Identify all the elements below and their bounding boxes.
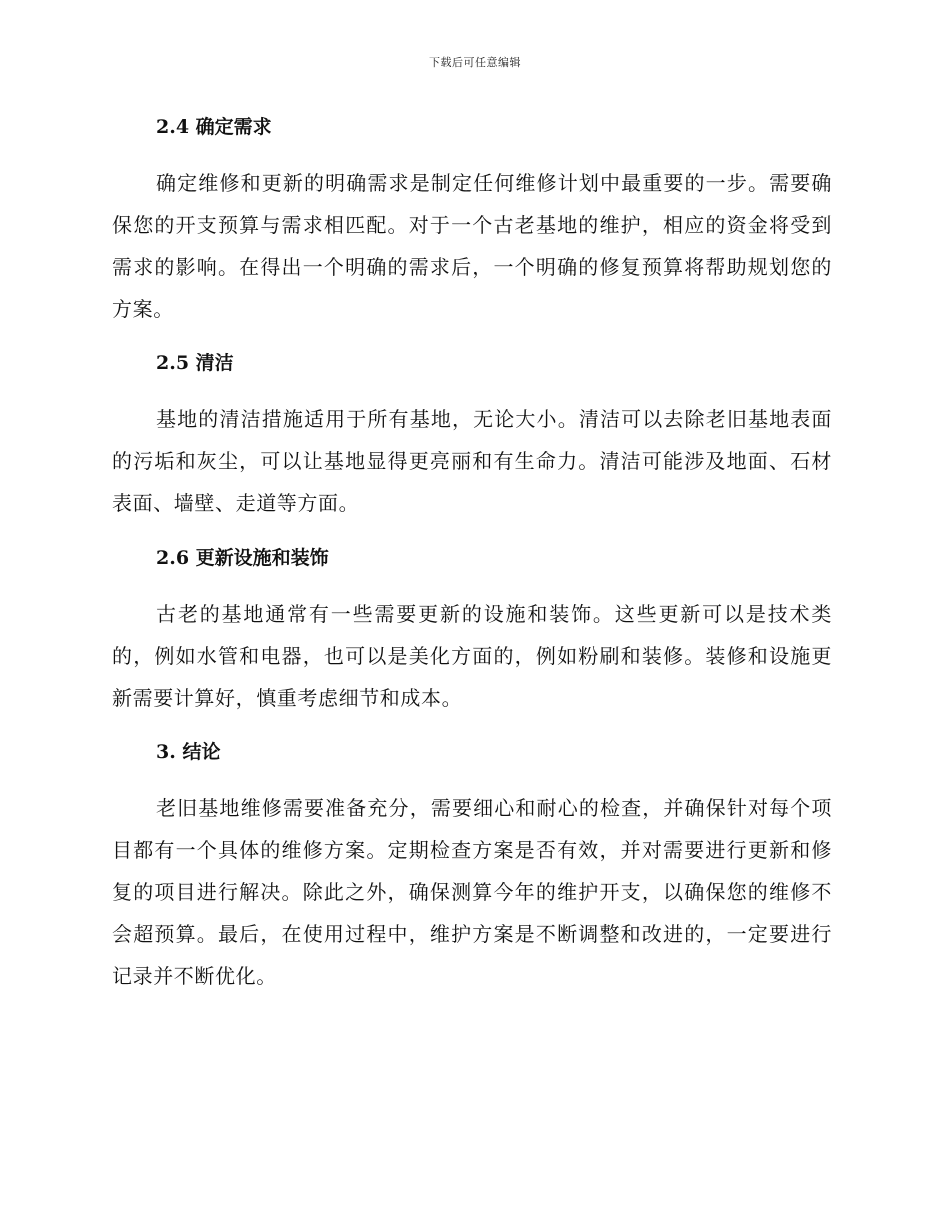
section-heading: 3. 结论 bbox=[156, 741, 221, 763]
section-heading: 2.5 清洁 bbox=[156, 352, 234, 374]
section-heading: 2.6 更新设施和装饰 bbox=[156, 547, 329, 569]
section-paragraph: 老旧基地维修需要准备充分，需要细心和耐心的检查，并确保针对每个项目都有一个具体的维修方案。定期检查方案是否有效，并对需要进行更新和修复的项目进行解决。除此之外，确保测算今年的维护开支，以确保您的维修不会超预算。最后，在使用过程中，维护方案是不断调整和改进的，一定要进行记录并不断优化。 bbox=[112, 796, 832, 988]
page-header-note: 下载后可任意编辑 bbox=[429, 56, 521, 69]
section-paragraph: 古老的基地通常有一些需要更新的设施和装饰。这些更新可以是技术类的，例如水管和电器，也可以是美化方面的，例如粉刷和装修。装修和设施更新需要计算好，慎重考虑细节和成本。 bbox=[112, 602, 832, 710]
section-3-conclusion bbox=[112, 735, 832, 997]
section-paragraph: 确定维修和更新的明确需求是制定任何维修计划中最重要的一步。需要确保您的开支预算与需求相匹配。对于一个古老基地的维护，相应的资金将受到需求的影响。在得出一个明确的需求后，一个明确的修复预算将帮助规划您的方案。 bbox=[112, 171, 832, 321]
section-heading: 2.4 确定需求 bbox=[156, 116, 272, 138]
section-2-4 bbox=[112, 110, 832, 330]
section-paragraph: 基地的清洁措施适用于所有基地，无论大小。清洁可以去除老旧基地表面的污垢和灰尘，可以让基地显得更亮丽和有生命力。清洁可能涉及地面、石材表面、墙壁、走道等方面。 bbox=[112, 407, 832, 515]
section-2-5 bbox=[112, 346, 832, 524]
section-2-6 bbox=[112, 541, 832, 719]
